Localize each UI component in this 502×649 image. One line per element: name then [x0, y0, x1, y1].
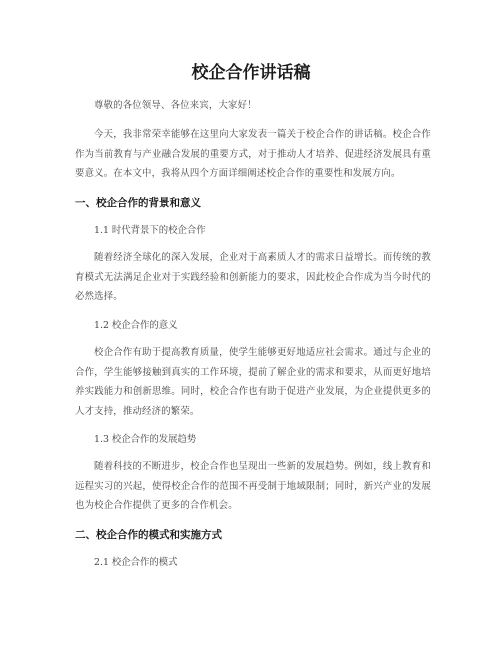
subsection-1-1-heading: 1.1 时代背景下的校企合作: [94, 225, 206, 236]
subsection-1-2-text: 校企合作有助于提高教育质量，使学生能够更好地适应社会需求。通过与企业的合作，学生能够接触到真实的工作环境，提前了解企业的需求和要求，从而更好地培养实践能力和创新思维。同时，校企合作也有助于促进产业发展，为企业提供更多的人才支持，推动经济的繁荣。: [75, 347, 431, 418]
subsection-1-2-heading: 1.2 校企合作的意义: [94, 320, 178, 331]
document-title: 校企合作讲话稿: [191, 63, 311, 83]
section-1-heading: 一、校企合作的背景和意义: [75, 197, 201, 209]
intro-paragraph: 今天，我非常荣幸能够在这里向大家发表一篇关于校企合作的讲话稿。校企合作作为当前教育与产业融合发展的重要方式，对于推动人才培养、促进经济发展具有重要意义。在本文中，我将从四个方面详细阐述校企合作的重要性和发展方向。: [75, 129, 431, 180]
subsection-1-3-text: 随着科技的不断进步，校企合作也呈现出一些新的发展趋势。例如，线上教育和远程实习的兴起，使得校企合作的范围不再受制于地域限制；同时，新兴产业的发展也为校企合作提供了更多的合作机会。: [75, 461, 431, 512]
section-2-heading: 二、校企合作的模式和实施方式: [75, 529, 222, 541]
subsection-2-1-heading: 2.1 校企合作的模式: [94, 557, 178, 568]
subsection-1-1-text: 随着经济全球化的深入发展，企业对于高素质人才的需求日益增长。而传统的教育模式无法满足企业对于实践经验和创新能力的要求，因此校企合作成为当今时代的必然选择。: [75, 252, 431, 303]
greeting-paragraph: 尊敬的各位领导、各位来宾，大家好！: [94, 100, 257, 111]
subsection-1-3-heading: 1.3 校企合作的发展趋势: [94, 434, 197, 445]
